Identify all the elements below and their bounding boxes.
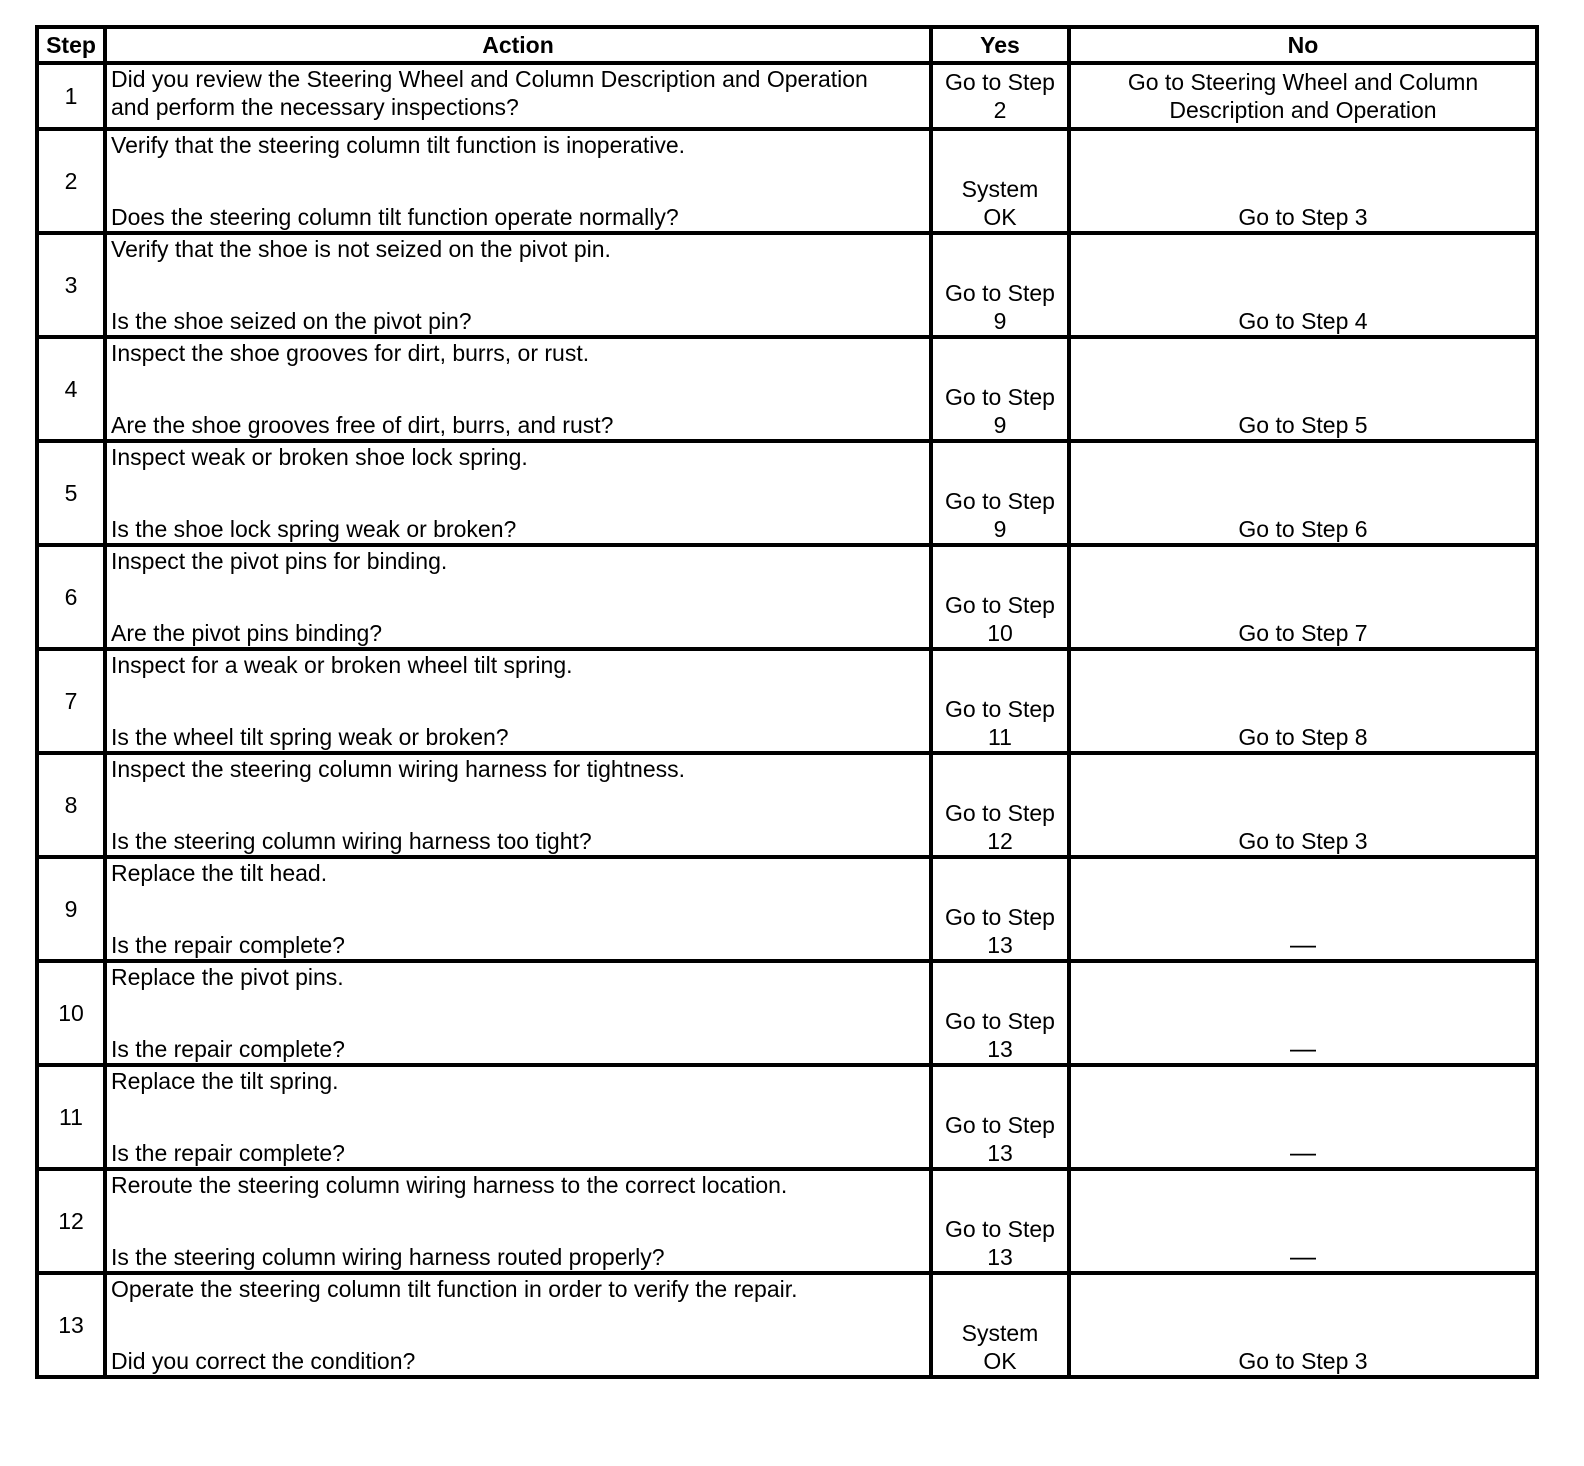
yes-cell <box>931 63 1069 129</box>
action-question: Is the repair complete? <box>111 1140 345 1166</box>
no-text: Go to Step 5 <box>1238 412 1368 438</box>
action-question: Is the steering column wiring harness routed properly? <box>111 1244 665 1270</box>
yes-text: 12 <box>987 828 1013 854</box>
yes-text: Go to Step <box>945 384 1055 410</box>
action-question: Is the repair complete? <box>111 1036 345 1062</box>
diagnostic-table <box>35 25 1539 1379</box>
yes-text: 13 <box>987 932 1013 958</box>
no-text: Go to Step 3 <box>1238 204 1368 230</box>
no-cell <box>1069 1273 1537 1377</box>
step-number: 10 <box>37 961 105 1065</box>
yes-text: Go to Step <box>945 1112 1055 1138</box>
yes-text: 11 <box>988 724 1012 750</box>
no-text: Go to Steering Wheel and Column <box>1127 69 1479 95</box>
action-cell <box>105 649 931 753</box>
action-content <box>111 755 929 855</box>
action-content <box>111 1171 929 1271</box>
no-cell <box>1069 649 1537 753</box>
action-question: Is the shoe lock spring weak or broken? <box>111 516 517 542</box>
header-step: Step <box>37 27 105 63</box>
table-row <box>37 1273 1537 1377</box>
no-text: Go to Step 8 <box>1238 724 1368 750</box>
action-cell <box>105 1065 931 1169</box>
yes-text: Go to Step <box>945 1216 1055 1242</box>
dash-text: — <box>1290 929 1316 959</box>
step-number: 3 <box>37 233 105 337</box>
yes-cell <box>931 441 1069 545</box>
yes-text: 10 <box>987 620 1013 646</box>
step-number: 9 <box>37 857 105 961</box>
action-cell <box>105 961 931 1065</box>
yes-text: 9 <box>993 308 1007 334</box>
action-instruction: Replace the tilt head. <box>111 860 328 886</box>
no-cell <box>1069 1169 1537 1273</box>
yes-cell <box>931 1169 1069 1273</box>
step-number: 13 <box>37 1273 105 1377</box>
action-content <box>111 963 929 1063</box>
action-instruction: Inspect weak or broken shoe lock spring. <box>111 444 528 470</box>
dash-text: — <box>1290 1137 1316 1167</box>
yes-cell <box>931 1065 1069 1169</box>
table-row <box>37 129 1537 233</box>
yes-text: 9 <box>993 516 1007 542</box>
action-content <box>111 859 929 959</box>
action-instruction: Inspect the shoe grooves for dirt, burrs, or rust. <box>111 340 590 366</box>
yes-text: System <box>961 176 1039 202</box>
no-text: Go to Step 4 <box>1238 308 1368 334</box>
action-cell <box>105 1273 931 1377</box>
action-content <box>111 443 929 543</box>
no-cell <box>1069 857 1537 961</box>
action-question: Did you correct the condition? <box>111 1348 416 1374</box>
no-cell <box>1069 753 1537 857</box>
yes-text: Go to Step <box>945 69 1055 95</box>
table-row <box>37 441 1537 545</box>
action-instruction: Verify that the steering column tilt function is inoperative. <box>111 132 686 158</box>
action-cell <box>105 753 931 857</box>
action-cell <box>105 233 931 337</box>
yes-text: Go to Step <box>945 904 1055 930</box>
action-instruction: Inspect the pivot pins for binding. <box>111 548 448 574</box>
action-question: and perform the necessary inspections? <box>111 94 519 120</box>
yes-text: Go to Step <box>945 592 1055 618</box>
step-number: 12 <box>37 1169 105 1273</box>
action-content <box>111 651 929 751</box>
no-cell <box>1069 63 1537 129</box>
action-instruction: Replace the tilt spring. <box>111 1068 339 1094</box>
yes-text: 13 <box>987 1036 1013 1062</box>
action-instruction: Reroute the steering column wiring harness to the correct location. <box>111 1172 788 1198</box>
action-question: Are the shoe grooves free of dirt, burrs, and rust? <box>111 412 614 438</box>
no-text: Go to Step 3 <box>1238 828 1368 854</box>
action-instruction: Replace the pivot pins. <box>111 964 344 990</box>
action-cell <box>105 857 931 961</box>
action-content <box>111 235 929 335</box>
no-text: Go to Step 3 <box>1238 1348 1368 1374</box>
action-content <box>111 339 929 439</box>
step-number: 1 <box>37 63 105 129</box>
yes-cell <box>931 129 1069 233</box>
action-question: Is the repair complete? <box>111 932 345 958</box>
no-cell <box>1069 545 1537 649</box>
no-text: Go to Step 7 <box>1238 620 1368 646</box>
yes-cell <box>931 857 1069 961</box>
yes-text: 13 <box>987 1140 1013 1166</box>
action-question: Is the steering column wiring harness too tight? <box>111 828 592 854</box>
yes-text: Go to Step <box>945 488 1055 514</box>
table-row <box>37 337 1537 441</box>
yes-text: 9 <box>993 412 1007 438</box>
yes-cell <box>931 545 1069 649</box>
action-cell <box>105 1169 931 1273</box>
step-number: 6 <box>37 545 105 649</box>
table-row <box>37 649 1537 753</box>
step-number: 2 <box>37 129 105 233</box>
yes-text: Go to Step <box>945 280 1055 306</box>
no-cell <box>1069 233 1537 337</box>
table-row <box>37 1169 1537 1273</box>
action-question: Does the steering column tilt function operate normally? <box>111 204 679 230</box>
action-content <box>111 547 929 647</box>
action-content <box>111 1275 929 1375</box>
action-content <box>111 1067 929 1167</box>
header-action: Action <box>105 27 931 63</box>
table-row <box>37 63 1537 129</box>
action-cell <box>105 63 931 129</box>
dash-text: — <box>1290 1241 1316 1271</box>
yes-cell <box>931 233 1069 337</box>
step-number: 5 <box>37 441 105 545</box>
action-content <box>111 65 929 127</box>
yes-text: 2 <box>993 97 1007 123</box>
table-row <box>37 233 1537 337</box>
step-number: 8 <box>37 753 105 857</box>
action-instruction: Did you review the Steering Wheel and Column Description and Operation <box>111 66 868 92</box>
yes-text: System <box>961 1320 1039 1346</box>
no-text: Description and Operation <box>1169 97 1437 123</box>
yes-text: OK <box>983 1348 1017 1374</box>
table-row <box>37 545 1537 649</box>
yes-cell <box>931 337 1069 441</box>
yes-cell <box>931 1273 1069 1377</box>
yes-text: OK <box>983 204 1017 230</box>
table-row <box>37 1065 1537 1169</box>
dash-text: — <box>1290 1033 1316 1063</box>
yes-cell <box>931 753 1069 857</box>
action-instruction: Inspect for a weak or broken wheel tilt spring. <box>111 652 573 678</box>
table-body <box>37 63 1537 1377</box>
yes-text: Go to Step <box>945 1008 1055 1034</box>
action-cell <box>105 441 931 545</box>
table-row <box>37 857 1537 961</box>
step-number: 11 <box>37 1065 105 1169</box>
yes-text: Go to Step <box>945 696 1055 722</box>
action-cell <box>105 545 931 649</box>
action-instruction: Inspect the steering column wiring harness for tightness. <box>111 756 686 782</box>
action-question: Is the wheel tilt spring weak or broken? <box>111 724 509 750</box>
yes-text: 13 <box>987 1244 1013 1270</box>
step-number: 7 <box>37 649 105 753</box>
action-instruction: Verify that the shoe is not seized on the pivot pin. <box>111 236 611 262</box>
table-row <box>37 753 1537 857</box>
header-row <box>37 27 1537 63</box>
step-number: 4 <box>37 337 105 441</box>
action-question: Are the pivot pins binding? <box>111 620 383 646</box>
action-instruction: Operate the steering column tilt function in order to verify the repair. <box>111 1276 798 1302</box>
no-cell <box>1069 1065 1537 1169</box>
no-cell <box>1069 129 1537 233</box>
no-cell <box>1069 337 1537 441</box>
action-question: Is the shoe seized on the pivot pin? <box>111 308 472 334</box>
table-row <box>37 961 1537 1065</box>
header-no: No <box>1069 27 1537 63</box>
no-text: Go to Step 6 <box>1238 516 1368 542</box>
header-yes: Yes <box>931 27 1069 63</box>
yes-text: Go to Step <box>945 800 1055 826</box>
no-cell <box>1069 441 1537 545</box>
no-cell <box>1069 961 1537 1065</box>
yes-cell <box>931 649 1069 753</box>
action-cell <box>105 129 931 233</box>
action-content <box>111 131 929 231</box>
yes-cell <box>931 961 1069 1065</box>
action-cell <box>105 337 931 441</box>
